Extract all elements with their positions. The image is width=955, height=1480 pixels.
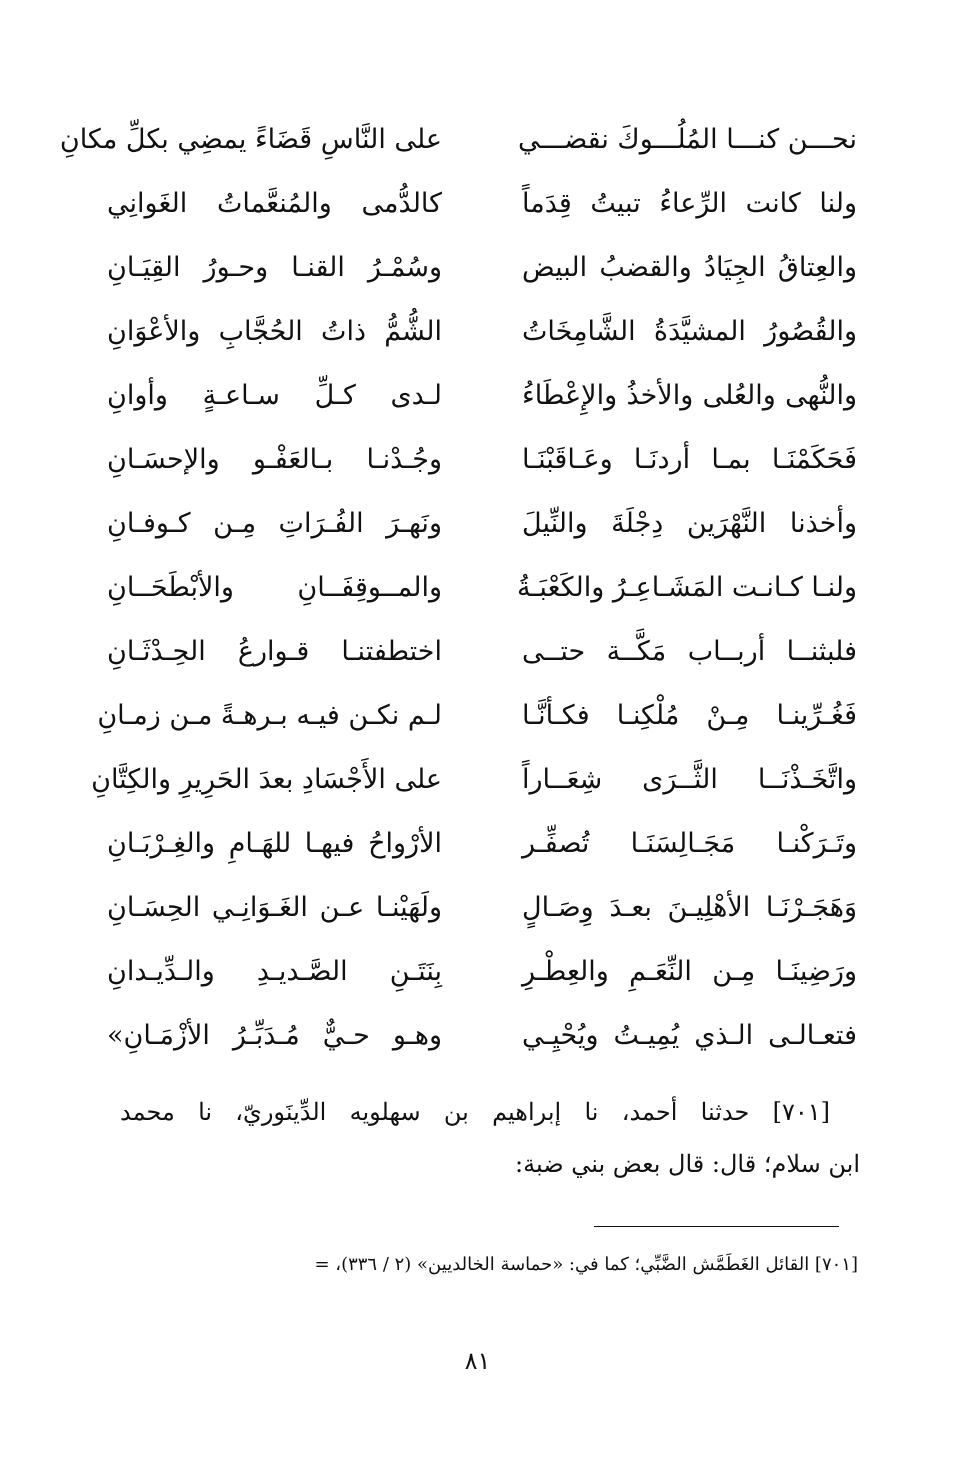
verse-second-hemistich: على النَّاسِ قَضَاءً يمضِي بكلِّ مكانِ bbox=[59, 124, 442, 156]
verse-first-hemistich: والنُّهى والعُلى والأخذُ والإِعْطَاءُ bbox=[522, 380, 857, 412]
verse-first-hemistich: ولنا كانت الرِّعاءُ تبيتُ قِدَماً bbox=[522, 188, 857, 220]
verse-second-hemistich: وسُمْـرُ القنـا وحـورُ القِيَـانِ bbox=[107, 252, 442, 284]
verse-second-hemistich: والمــوقِفَــانِ والأبْطَحَــانِ bbox=[107, 572, 442, 604]
poem bbox=[59, 108, 857, 1068]
poem-verse bbox=[105, 428, 857, 492]
verse-second-hemistich: لـدى كـلِّ سـاعـةٍ وأوانِ bbox=[107, 380, 442, 412]
prose-line-2: ابن سلام؛ قال: قال بعض بني ضبة: bbox=[515, 1150, 860, 1178]
poem-verse bbox=[105, 556, 857, 620]
verse-second-hemistich: الشُّمُّ ذاتُ الحُجَّابِ والأعْوَانِ bbox=[107, 316, 442, 348]
verse-first-hemistich: واتَّخَـذْنَــا الثَّــرَى شِعَــاراً bbox=[522, 764, 857, 796]
verse-first-hemistich: فلبثنــا أربــاب مَكَّــة حتــى bbox=[522, 636, 857, 668]
verse-second-hemistich: بِنَتَـنِ الصَّـديـدِ والـدِّيـدانِ bbox=[107, 956, 442, 988]
poem-verse bbox=[105, 940, 857, 1004]
footnote-separator bbox=[594, 1226, 839, 1227]
verse-first-hemistich: والقُصُورُ المشيَّدَةُ الشَّامِخَاتُ bbox=[522, 316, 857, 348]
poem-verse bbox=[59, 108, 857, 172]
footnote: [٧٠١] القائل الغَطَمَّش الضَّبِّي؛ كما في: «حماسة الخالديين» (٢ / ٣٣٦)، = bbox=[314, 1254, 858, 1275]
prose-paragraph bbox=[120, 1086, 860, 1190]
verse-first-hemistich: ورَضِينَـا مِـن النِّعَـمِ والعِطْـرِ bbox=[522, 956, 857, 988]
verse-first-hemistich: وتَـرَكْنـا مَجَـالِسَنَـا تُصفِّـر bbox=[522, 828, 857, 860]
page-number: ٨١ bbox=[464, 1347, 491, 1375]
verse-first-hemistich: ولنـا كـانـت المَشَـاعِـرُ والكَعْبَـةُ bbox=[517, 572, 857, 604]
poem-verse bbox=[105, 492, 857, 556]
verse-second-hemistich: ولَهَيْنـا عـن الغَـوَانِـي الحِسَـانِ bbox=[107, 892, 442, 924]
poem-verse bbox=[105, 1004, 857, 1068]
poem-verse bbox=[105, 300, 857, 364]
verse-second-hemistich: كالدُّمى والمُنعَّماتُ الغَوانِي bbox=[107, 188, 442, 220]
poem-verse bbox=[97, 684, 857, 748]
verse-first-hemistich: فَحَكَمْنَـا بمـا أردنَـا وعَـاقَبْنَـا bbox=[522, 444, 857, 476]
verse-second-hemistich: الأرْواحُ فيهـا للهَـامِ والغِـرْبَـانِ bbox=[107, 828, 442, 860]
verse-first-hemistich: والعِتاقُ الجِيَادُ والقضبُ البيض bbox=[522, 252, 857, 284]
prose-line-1: [٧٠١] حدثنا أحمد، نا إبراهيم بن سهلويه الدِّينَوريّ، نا محمد bbox=[120, 1098, 830, 1126]
verse-second-hemistich: لـم نكـن فيـه بـرهـةً مـن زمـانِ bbox=[97, 700, 442, 732]
poem-verse bbox=[105, 812, 857, 876]
verse-second-hemistich: على الأَجْسَادِ بعدَ الحَرِيرِ والكِتَّانِ bbox=[91, 764, 442, 796]
poem-verse bbox=[91, 748, 857, 812]
verse-second-hemistich: وجُـدْنـا بـالعَفْـو والإحسَـانِ bbox=[107, 444, 442, 476]
verse-first-hemistich: نحـــن كنـــا المُلُـــوكَ نقضـــي bbox=[518, 124, 857, 156]
verse-first-hemistich: وأخذنا النَّهْرَين دِجْلَةَ والنِّيلَ bbox=[522, 508, 857, 540]
verse-second-hemistich: اختطفتنـا قـوارعُ الحِـدْثَـانِ bbox=[107, 636, 442, 668]
verse-first-hemistich: فتعـالـى الـذي يُمِيـتُ ويُحْيِـي bbox=[522, 1020, 857, 1052]
poem-verse bbox=[105, 876, 857, 940]
verse-first-hemistich: وَهَجَـرْنَـا الأهْلِيـنَ بعـدَ وِصَـالٍ bbox=[522, 892, 857, 924]
poem-verse bbox=[105, 364, 857, 428]
verse-second-hemistich: وهـو حـيٌّ مُـدَبِّـرُ الأزْمَـانِ» bbox=[107, 1020, 442, 1052]
verse-second-hemistich: ونَهـرَ الفُـرَاتِ مِـن كـوفـانِ bbox=[107, 508, 442, 540]
poem-verse bbox=[105, 620, 857, 684]
poem-verse bbox=[105, 172, 857, 236]
verse-first-hemistich: فَغُـرِّينـا مِـنْ مُلْكِنـا فكـأنَّـا bbox=[522, 700, 857, 732]
poem-verse bbox=[105, 236, 857, 300]
